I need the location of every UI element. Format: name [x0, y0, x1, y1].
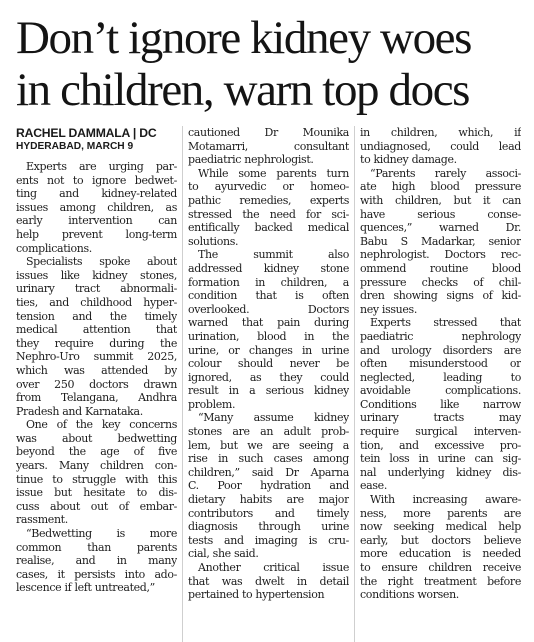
article-paragraph	[188, 248, 349, 411]
article-line: issues like kidney stones,	[16, 268, 177, 282]
article-line: Experts stressed that	[370, 316, 521, 330]
article-column-3	[360, 126, 521, 602]
column-3-body	[360, 126, 521, 602]
article-line: beyond the age of five	[16, 445, 177, 459]
article-line: years. Many children con-	[16, 459, 177, 473]
column-1-body	[16, 160, 177, 595]
article-line: which was attended by	[16, 363, 177, 377]
article-line: solutions.	[188, 234, 239, 248]
article-line: neglected, leading to	[360, 370, 521, 384]
article-line: that was dwelt in detail	[188, 574, 349, 588]
column-2-body	[188, 126, 349, 602]
article-line: Babu S Madarkar, senior	[360, 234, 521, 248]
article-line: common than parents	[16, 540, 177, 554]
article-line: pertained to hypertension	[188, 588, 325, 602]
article-line: formation in children, a	[188, 275, 349, 289]
article-line: avoidable complications.	[360, 384, 521, 398]
article-line: urine, or changes in urine	[188, 343, 349, 357]
article-line: to ayurvedic or homeo-	[188, 180, 349, 194]
article-line: issues among children, as	[16, 200, 177, 214]
article-line: “Parents rarely associ-	[370, 166, 521, 180]
article-paragraph	[188, 126, 349, 167]
article-line: urination, blood in the	[188, 329, 349, 343]
article-column-1	[16, 126, 177, 602]
article-line: Motamarri, consultant	[188, 139, 349, 153]
article-line: tests and imaging is cru-	[188, 533, 349, 547]
article-line: help prevent long-term	[16, 227, 177, 241]
article-line: more education is needed	[360, 547, 521, 561]
article-line: with children, but it can	[360, 193, 521, 207]
article-line: Another critical issue	[198, 561, 349, 574]
article-paragraph	[360, 126, 521, 167]
article-line: rise in such cases among	[188, 452, 349, 466]
column-divider	[354, 126, 355, 642]
article-line: lem, but we are seeing a	[188, 438, 349, 452]
article-line: ting and kidney-related	[16, 187, 177, 201]
article-line: from Telangana, Andhra	[16, 391, 177, 405]
article-line: nephrologist. Doctors rec-	[360, 248, 521, 262]
article-line: tinue to struggle with this	[16, 472, 177, 486]
article-line: tension and the timely	[16, 309, 177, 323]
article-line: The summit also	[198, 248, 349, 262]
article-line: lescence if left untreated,”	[16, 581, 155, 595]
article-paragraph	[16, 418, 177, 527]
article-line: ney issues.	[360, 302, 417, 316]
article-line: ate high blood pressure	[360, 180, 521, 194]
article-line: ness, more parents are	[360, 506, 521, 520]
headline-line-1: Don’t ignore kidney woes	[16, 12, 472, 64]
byline: RACHEL DAMMALA | DC	[16, 126, 157, 140]
article-line: result in a serious kidney	[188, 384, 349, 398]
article-line: Specialists spoke about	[26, 255, 177, 269]
headline-line-2: in children, warn top docs	[16, 64, 470, 116]
article-line: nal underlying kidney dis-	[360, 465, 521, 479]
article-paragraph	[16, 160, 177, 255]
article-line: contributors and timely	[188, 506, 349, 520]
article-line: C. Poor hydration and	[188, 479, 349, 493]
article-paragraph	[360, 493, 521, 602]
article-line: undiagnosed, could lead	[360, 139, 521, 153]
article-line: tion, and excessive pro-	[360, 438, 521, 452]
article-line: “Bedwetting is more	[26, 527, 177, 541]
article-line: paediatric nephrologist.	[188, 153, 314, 167]
article-line: require surgical interven-	[360, 425, 521, 439]
article-line: condition that is often	[188, 289, 349, 303]
article-line: diagnosis through urine	[188, 520, 349, 534]
article-line: and urology disorders are	[360, 343, 521, 357]
article-line: ents not to ignore bedwet-	[16, 173, 177, 187]
article-line: warned that pain during	[188, 316, 349, 330]
article-line: have serious conse-	[360, 207, 521, 221]
article-line: ease.	[360, 479, 387, 493]
article-line: pathic remedies, experts	[188, 193, 349, 207]
article-line: Experts are urging par-	[26, 160, 177, 173]
article-line: problem.	[188, 397, 236, 411]
article-column-2	[188, 126, 349, 602]
article-line: issue but hesitate to dis-	[16, 486, 177, 500]
article-line: the right treatment before	[360, 574, 521, 588]
article-line: addressed kidney stone	[188, 261, 349, 275]
article-paragraph	[16, 527, 177, 595]
article-line: urinary tracts may	[360, 411, 521, 425]
article-line: ignored, as they could	[188, 370, 349, 384]
headline	[16, 12, 520, 116]
article-paragraph	[188, 167, 349, 249]
article-line: tein loss in urine can sig-	[360, 452, 521, 466]
article-line: conditions worsen.	[360, 588, 459, 602]
article-line: colour should never be	[188, 357, 349, 371]
article-line: cuss about out of embar-	[16, 499, 177, 513]
article-line: ties, and childhood hyper-	[16, 295, 177, 309]
article-line: to kidney damage.	[360, 153, 457, 167]
article-line: dren showing signs of kid-	[360, 289, 521, 303]
article-line: pressure checks of chil-	[360, 275, 521, 289]
article-line: Pradesh and Karnataka.	[16, 404, 143, 418]
article-line: Conditions like narrow	[360, 397, 521, 411]
article-line: to ensure children receive	[360, 561, 521, 574]
article-line: early, but doctors believe	[360, 533, 521, 547]
dateline: HYDERABAD, MARCH 9	[16, 141, 134, 152]
article-line: dietary habits are major	[188, 493, 349, 507]
column-divider	[182, 126, 183, 642]
article-line: often misunderstood or	[360, 357, 521, 371]
article-paragraph	[16, 255, 177, 418]
article-line: now seeking medical help	[360, 520, 521, 534]
article-line: they require during the	[16, 336, 177, 350]
article-line: ommend routine blood	[360, 261, 521, 275]
article-line: urinary tract abnormali-	[16, 282, 177, 296]
article-line: cases, it persists into ado-	[16, 567, 177, 581]
article-line: over 250 doctors drawn	[16, 377, 177, 391]
article-line: was about bedwetting	[16, 431, 177, 445]
article-paragraph	[360, 167, 521, 317]
article-paragraph	[188, 561, 349, 602]
article-line: children,” said Dr Aparna	[188, 465, 349, 479]
article-line: Nephro-Uro summit 2025,	[16, 350, 177, 364]
article-paragraph	[360, 316, 521, 493]
article-line: stones are an adult prob-	[188, 425, 349, 439]
article-line: quences,” warned Dr.	[360, 221, 521, 235]
article-columns	[16, 126, 520, 602]
article-line: With increasing aware-	[370, 493, 521, 507]
article-line: entifically backed medical	[188, 221, 349, 235]
article-line: While some parents turn	[198, 166, 349, 180]
article-line: cautioned Dr Mounika	[188, 126, 349, 139]
article-line: complications.	[16, 241, 92, 255]
article-paragraph	[188, 411, 349, 561]
article-line: medical attention that	[16, 323, 177, 337]
article-line: paediatric nephrology	[360, 329, 521, 343]
article-line: stressed the need for sci-	[188, 207, 349, 221]
article-line: cial, she said.	[188, 547, 259, 561]
article-line: in children, which, if	[360, 126, 521, 139]
article-line: One of the key concerns	[26, 418, 177, 432]
article-line: rassment.	[16, 513, 68, 527]
article-line: early intervention can	[16, 214, 177, 228]
article-line: “Many assume kidney	[198, 411, 349, 425]
article-line: realise, and in many	[16, 554, 177, 568]
article-line: overlooked. Doctors	[188, 302, 349, 316]
